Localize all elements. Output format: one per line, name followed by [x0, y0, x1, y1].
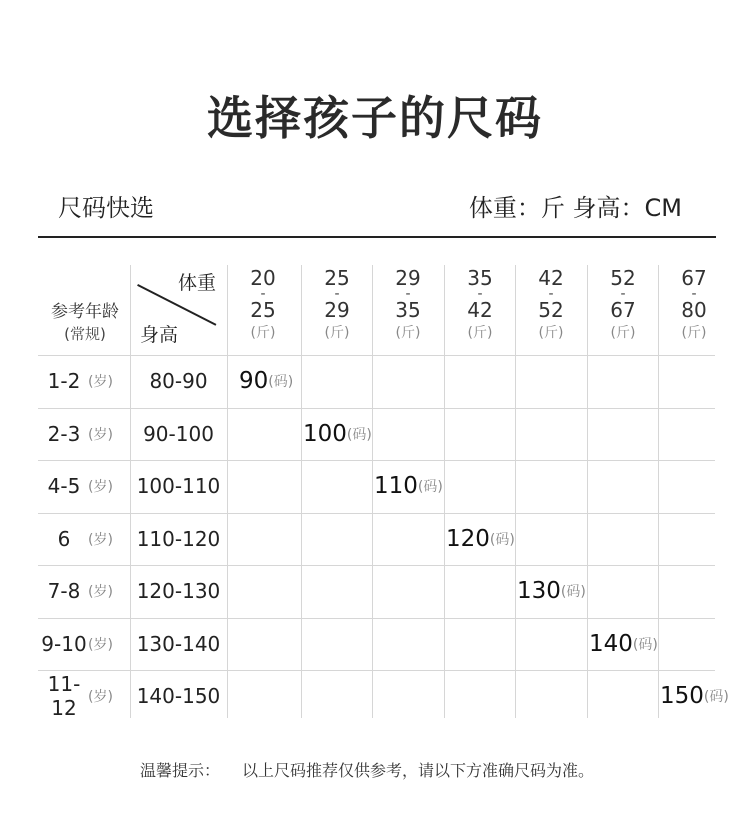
- size-unit: (码): [560, 584, 586, 600]
- height-range-cell: 80-90: [149, 369, 208, 393]
- age-range: 9-10: [41, 632, 87, 656]
- size-value: 150: [660, 683, 704, 709]
- tip-note: [140, 758, 594, 781]
- weight-dash: -: [548, 286, 554, 302]
- weight-to: 25: [250, 298, 276, 322]
- size-cell: [239, 355, 293, 407]
- weight-unit: (斤): [681, 325, 707, 341]
- size-value: 100: [303, 421, 347, 447]
- weight-dash: -: [405, 286, 411, 302]
- age-range: 2-3: [47, 422, 81, 446]
- header-divider: [38, 236, 716, 238]
- age-cell: [40, 460, 130, 512]
- size-value: 140: [589, 631, 633, 657]
- size-cell: [303, 408, 372, 460]
- age-unit: (岁): [88, 532, 113, 548]
- age-cell: [40, 355, 130, 407]
- weight-unit: (斤): [538, 325, 564, 341]
- weight-dash: -: [260, 286, 266, 302]
- weight-to: 35: [395, 298, 421, 322]
- weight-to: 52: [538, 298, 564, 322]
- weight-unit: (斤): [324, 325, 350, 341]
- age-unit: (岁): [88, 637, 113, 653]
- size-value: 90: [239, 368, 269, 394]
- size-cell: [374, 460, 443, 512]
- age-unit: (岁): [88, 584, 113, 600]
- weight-dash: -: [334, 286, 340, 302]
- size-unit: (码): [703, 689, 729, 705]
- size-value: 130: [517, 578, 561, 604]
- age-range: 4-5: [47, 474, 81, 498]
- weight-column-header: [445, 266, 515, 344]
- age-cell: [40, 408, 130, 460]
- age-unit: (岁): [88, 479, 113, 495]
- size-cell: [660, 670, 729, 722]
- weight-dash: -: [477, 286, 483, 302]
- height-range-cell: 90-100: [143, 422, 214, 446]
- age-axis-sublabel: (常规): [64, 325, 106, 343]
- weight-from: 67: [681, 266, 707, 290]
- page-title: 选择孩子的尺码: [207, 91, 543, 145]
- age-range: 6: [57, 527, 71, 551]
- size-value: 120: [446, 526, 490, 552]
- weight-from: 42: [538, 266, 564, 290]
- age-cell: [40, 513, 130, 565]
- size-cell: [589, 618, 658, 670]
- size-value: 110: [374, 473, 418, 499]
- height-range-cell: 120-130: [136, 579, 221, 603]
- size-quick-select-heading: 尺码快选: [58, 194, 154, 222]
- weight-to: 80: [681, 298, 707, 322]
- age-range: 1-2: [47, 369, 81, 393]
- weight-dash: -: [620, 286, 626, 302]
- size-cell: [446, 513, 515, 565]
- tip-text: 以上尺码推荐仅供参考，请以下方准确尺码为准。: [242, 761, 595, 780]
- age-unit: (岁): [88, 689, 113, 705]
- height-axis-label: 身高: [140, 324, 179, 346]
- weight-column-header: [659, 266, 729, 344]
- weight-unit: (斤): [250, 325, 276, 341]
- size-unit: (码): [346, 427, 372, 443]
- age-cell: [40, 565, 130, 617]
- weight-from: 20: [250, 266, 276, 290]
- age-unit: (岁): [88, 374, 113, 390]
- weight-from: 35: [467, 266, 493, 290]
- weight-column-header: [588, 266, 658, 344]
- age-unit: (岁): [88, 427, 113, 443]
- size-unit: (码): [489, 532, 515, 548]
- weight-unit: (斤): [395, 325, 421, 341]
- weight-unit: (斤): [610, 325, 636, 341]
- weight-to: 29: [324, 298, 350, 322]
- weight-axis-label: 体重: [178, 272, 217, 294]
- age-axis-label: 参考年龄: [51, 302, 119, 322]
- weight-column-header: [373, 266, 443, 344]
- age-cell: [40, 618, 130, 670]
- weight-to: 42: [467, 298, 493, 322]
- height-range-cell: 100-110: [136, 474, 221, 498]
- weight-to: 67: [610, 298, 636, 322]
- age-range: 11-12: [47, 672, 81, 720]
- height-range-cell: 130-140: [136, 632, 221, 656]
- size-unit: (码): [417, 479, 443, 495]
- weight-column-header: [228, 266, 298, 344]
- units-note: 体重：斤 身高：CM: [468, 194, 682, 222]
- size-unit: (码): [632, 637, 658, 653]
- height-range-cell: 110-120: [136, 527, 221, 551]
- weight-unit: (斤): [467, 325, 493, 341]
- age-range: 7-8: [47, 579, 81, 603]
- size-unit: (码): [268, 374, 294, 390]
- height-range-cell: 140-150: [136, 684, 221, 708]
- weight-dash: -: [691, 286, 697, 302]
- weight-from: 29: [395, 266, 421, 290]
- weight-from: 52: [610, 266, 636, 290]
- age-cell: [40, 670, 130, 722]
- weight-from: 25: [324, 266, 350, 290]
- tip-label: 温馨提示：: [140, 761, 221, 780]
- weight-column-header: [302, 266, 372, 344]
- size-cell: [517, 565, 586, 617]
- weight-column-header: [516, 266, 586, 344]
